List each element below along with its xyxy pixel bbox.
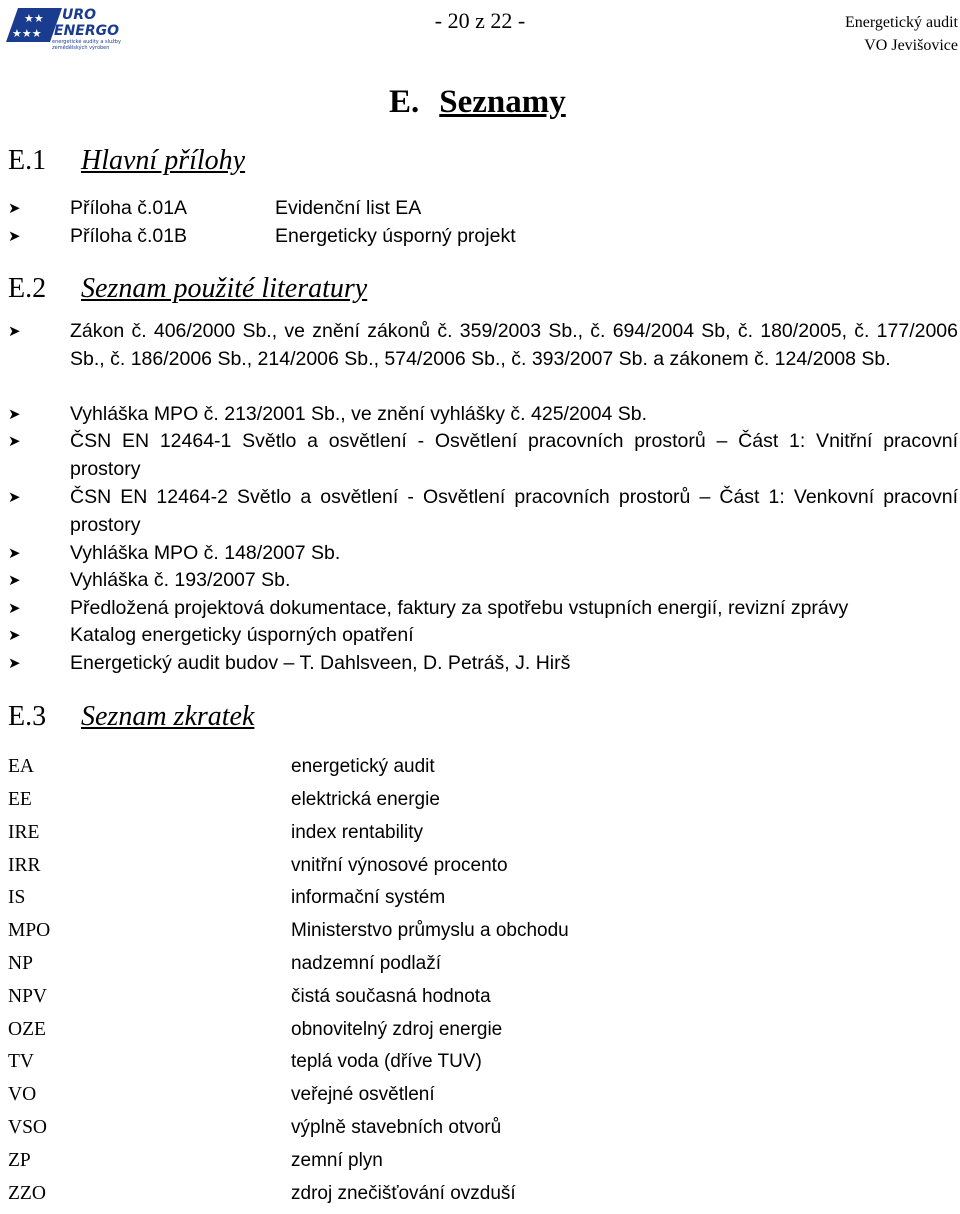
title-letter: E. [389,84,420,120]
literature-text: Vyhláška MPO č. 148/2007 Sb. [70,542,341,564]
section-heading-e1 [8,145,245,177]
abbreviation-desc: veřejné osvětlení [291,1084,435,1105]
logo-tagline-1: energetické audity a služby [52,39,121,45]
abbreviation-desc: energetický audit [291,756,435,777]
attachment-desc: Evidenční list EA [275,197,422,219]
abbreviation-code: VO [8,1084,37,1105]
literature-text: Katalog energeticky úsporných opatření [70,624,414,646]
section-number: E.2 [8,273,47,304]
page-number: - 20 z 22 - [434,8,526,33]
abbreviation-desc: čistá současná hodnota [291,986,491,1007]
arrow-bullet-icon: ➤ [8,199,21,217]
abbreviation-code: TV [8,1051,34,1072]
literature-text: ČSN EN 12464-1 Světlo a osvětlení - Osvětlení pracovních prostorů – Část 1: Vnitřní pracovní prostory [70,430,958,480]
literature-item [8,540,958,568]
abbreviation-code: ZP [8,1150,31,1171]
abbreviation-code: MPO [8,920,51,941]
abbreviation-code: NPV [8,986,48,1007]
arrow-bullet-icon: ➤ [8,599,21,617]
attachment-label: Příloha č.01B [70,225,188,247]
literature-text: Předložená projektová dokumentace, faktury za spotřebu vstupních energií, revizní zprávy [70,597,849,619]
literature-text: Vyhláška MPO č. 213/2001 Sb., ve znění vyhlášky č. 425/2004 Sb. [70,403,648,425]
attachment-item [8,223,948,251]
literature-item [8,484,958,540]
attachment-label: Příloha č.01A [70,197,188,219]
arrow-bullet-icon: ➤ [8,405,21,423]
section-number: E.3 [8,701,47,732]
literature-item [8,622,958,650]
abbreviation-desc: informační systém [291,887,446,908]
abbreviation-desc: obnovitelný zdroj energie [291,1019,503,1040]
abbreviation-desc: vnitřní výnosové procento [291,855,508,876]
abbreviation-desc: elektrická energie [291,789,440,810]
section-heading-e2 [8,273,367,305]
attachment-desc: Energeticky úsporný projekt [275,225,516,247]
literature-text: Zákon č. 406/2000 Sb., ve znění zákonů č. 359/2003 Sb., č. 694/2004 Sb, č. 180/2005, č. 177/2006 Sb., č. 186/2006 Sb., 214/2006 Sb., 574/2006 Sb., č. 393/2007 Sb. a zákonem č. 124/2008 Sb. [70,320,958,370]
abbreviation-code: IS [8,887,26,908]
literature-item [8,595,958,623]
logo-tagline-2: zemědělských výroben [52,45,110,50]
abbreviation-code: IRE [8,822,40,843]
section-title: Hlavní přílohy [81,145,246,176]
arrow-bullet-icon: ➤ [8,654,21,672]
abbreviation-desc: index rentability [291,822,424,843]
arrow-bullet-icon: ➤ [8,571,21,589]
logo-text-2: ENERGO [54,23,120,39]
abbreviation-code: VSO [8,1117,48,1138]
attachment-item [8,195,948,223]
abbreviation-code: EA [8,756,34,777]
arrow-bullet-icon: ➤ [8,488,21,506]
page-title [389,84,566,121]
abbreviation-code: IRR [8,855,41,876]
header-right [845,11,958,57]
abbreviation-code: NP [8,953,33,974]
arrow-bullet-icon: ➤ [8,544,21,562]
section-heading-e3 [8,701,254,733]
svg-text:★★★: ★★★ [12,27,42,40]
arrow-bullet-icon: ➤ [8,626,21,644]
literature-item [8,428,958,484]
logo-text-1: URO [62,7,97,23]
arrow-bullet-icon: ➤ [8,432,21,450]
document-subject: VO Jevišovice [864,37,958,54]
literature-item [8,567,958,595]
section-title: Seznam použité literatury [81,273,368,304]
abbreviation-desc: teplá voda (dříve TUV) [291,1051,482,1072]
literature-text: ČSN EN 12464-2 Světlo a osvětlení - Osvětlení pracovních prostorů – Část 1: Venkovní pracovní prostory [70,486,958,536]
section-number: E.1 [8,145,47,176]
literature-text: Vyhláška č. 193/2007 Sb. [70,569,291,591]
abbreviation-desc: zdroj znečišťování ovzduší [291,1183,516,1204]
section-title: Seznam zkratek [81,701,255,732]
title-word: Seznamy [439,84,566,120]
literature-item [8,401,958,429]
arrow-bullet-icon: ➤ [8,227,21,245]
arrow-bullet-icon: ➤ [8,322,21,340]
literature-text: Energetický audit budov – T. Dahlsveen, D. Petráš, J. Hirš [70,652,571,674]
abbreviation-code: ZZO [8,1183,46,1204]
abbreviation-desc: zemní plyn [291,1150,383,1171]
abbreviation-desc: Ministerstvo průmyslu a obchodu [291,920,569,941]
svg-text:★★: ★★ [24,12,44,25]
literature-item [8,318,958,401]
abbreviation-code: EE [8,789,32,810]
abbreviation-desc: nadzemní podlaží [291,953,441,974]
abbreviation-code: OZE [8,1019,46,1040]
abbreviation-desc: výplně stavebních otvorů [291,1117,502,1138]
document-title: Energetický audit [845,14,958,31]
literature-item [8,650,958,678]
